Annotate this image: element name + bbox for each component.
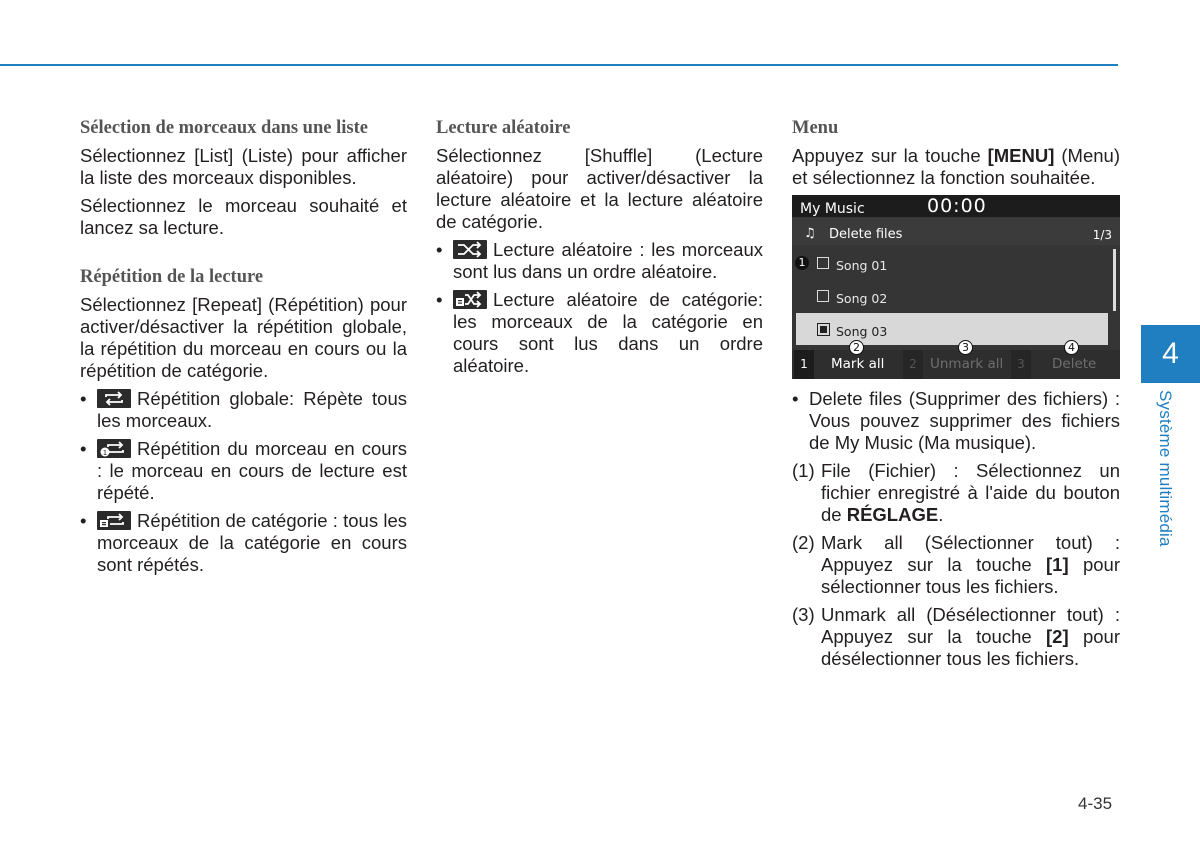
- song-label: Song 03: [836, 324, 888, 339]
- music-note-icon: ♫: [804, 226, 816, 241]
- column-1: [80, 117, 407, 582]
- subheader-title: Delete files: [829, 227, 903, 242]
- callout-4: 4: [1064, 340, 1079, 355]
- delete-button[interactable]: Delete: [1052, 356, 1097, 372]
- song-row-selected[interactable]: [796, 313, 1108, 345]
- callout-3: 3: [958, 340, 973, 355]
- song-label: Song 02: [836, 291, 888, 306]
- column-2: [436, 117, 763, 383]
- song-row[interactable]: [796, 280, 1108, 312]
- page-number: 4-35: [1078, 794, 1113, 813]
- heading-shuffle: Lecture aléatoire: [436, 118, 571, 138]
- heading-list-selection: Sélection de morceaux dans une liste: [80, 118, 368, 138]
- screen-header: [792, 195, 1120, 217]
- chapter-tab: 4: [1141, 325, 1200, 383]
- bullet-item: • Répétition globale: Répète tous les morceaux.: [80, 388, 407, 431]
- button-number: 1: [794, 350, 814, 379]
- repeat-one-icon: [97, 439, 131, 458]
- button-number: 3: [1011, 350, 1031, 379]
- screen-subheader: [792, 218, 1120, 245]
- menu-key: [MENU]: [987, 145, 1055, 166]
- bullet-item: • Delete files (Supprimer des fichiers) : Vous pouvez supprimer des fichiers de My Music (Ma musique).: [792, 388, 1120, 453]
- paragraph: Sélectionnez [Repeat] (Répétition) pour activer/désactiver la répétition globale, la répétition du morceau en cours ou la répétition de catégorie.: [80, 294, 407, 381]
- chapter-label: Système multimédia: [1156, 390, 1175, 547]
- scrollbar[interactable]: [1113, 249, 1116, 311]
- numbered-item: (2) Mark all (Sélectionner tout) : Appuyez sur la touche [1] pour sélectionner tous les fichiers.: [792, 532, 1120, 597]
- bullet-text: Répétition globale: Répète tous les morceaux.: [97, 388, 407, 431]
- svg-text:1: 1: [102, 449, 108, 457]
- numbered-item: (3) Unmark all (Désélectionner tout) : Appuyez sur la touche [2] pour désélectionner tous les fichiers.: [792, 604, 1120, 669]
- button-number: 2: [903, 350, 923, 379]
- bullet-text: Delete files (Supprimer des fichiers) : Vous pouvez supprimer des fichiers de My Music (Ma musique).: [809, 388, 1120, 453]
- my-music-screen: [792, 195, 1120, 379]
- paragraph: Sélectionnez [Shuffle] (Lecture aléatoire) pour activer/désactiver la lecture aléatoire et la lecture aléatoire de catégorie.: [436, 145, 763, 232]
- clock: 00:00: [927, 195, 987, 217]
- page-indicator: 1/3: [1092, 228, 1112, 242]
- bullet-item: • 1 Répétition du morceau en cours : le morceau en cours de lecture est répété.: [80, 438, 407, 503]
- paragraph: Appuyez sur la touche [MENU] (Menu) et sélectionnez la fonction souhaitée.: [792, 145, 1120, 188]
- repeat-category-icon: [97, 511, 131, 530]
- checkbox[interactable]: [817, 290, 829, 302]
- bullet-text: Répétition du morceau en cours : le morceau en cours de lecture est répété.: [97, 438, 407, 503]
- bullet-item: • Répétition de catégorie : tous les morceaux de la catégorie en cours sont répétés.: [80, 510, 407, 575]
- numbered-item: (1) File (Fichier) : Sélectionnez un fichier enregistré à l'aide du bouton de RÉGLAGE.: [792, 460, 1120, 525]
- heading-repeat: Répétition de la lecture: [80, 267, 264, 287]
- bullet-item: • Lecture aléatoire : les morceaux sont lus dans un ordre aléatoire.: [436, 239, 763, 282]
- checkbox[interactable]: [817, 257, 829, 269]
- app-title: My Music: [800, 201, 865, 217]
- paragraph: Sélectionnez le morceau souhaité et lancez sa lecture.: [80, 195, 407, 238]
- mark-all-button[interactable]: Mark all: [831, 356, 885, 372]
- header-rule: [0, 64, 1118, 66]
- bullet-text: Répétition de catégorie : tous les morceaux de la catégorie en cours sont répétés.: [97, 510, 407, 575]
- bullet-text: Lecture aléatoire : les morceaux sont lus dans un ordre aléatoire.: [453, 239, 763, 282]
- bullet-item: • Lecture aléatoire de catégorie: les morceaux de la catégorie en cours sont lus dans un ordre aléatoire.: [436, 289, 763, 376]
- shuffle-icon: [453, 240, 487, 259]
- song-label: Song 01: [836, 258, 888, 273]
- checkbox-checked[interactable]: [817, 323, 830, 336]
- unmark-all-button[interactable]: Unmark all: [930, 356, 1004, 372]
- repeat-all-icon: [97, 389, 131, 408]
- bullet-text: Lecture aléatoire de catégorie: les morceaux de la catégorie en cours sont lus dans un ordre aléatoire.: [453, 289, 763, 376]
- heading-menu: Menu: [792, 118, 839, 138]
- paragraph: Sélectionnez [List] (Liste) pour afficher la liste des morceaux disponibles.: [80, 145, 407, 188]
- callout-2: 2: [849, 340, 864, 355]
- song-row[interactable]: [796, 247, 1108, 279]
- column-3: [792, 117, 1120, 676]
- shuffle-category-icon: [453, 290, 487, 309]
- callout-1: 1: [795, 256, 809, 270]
